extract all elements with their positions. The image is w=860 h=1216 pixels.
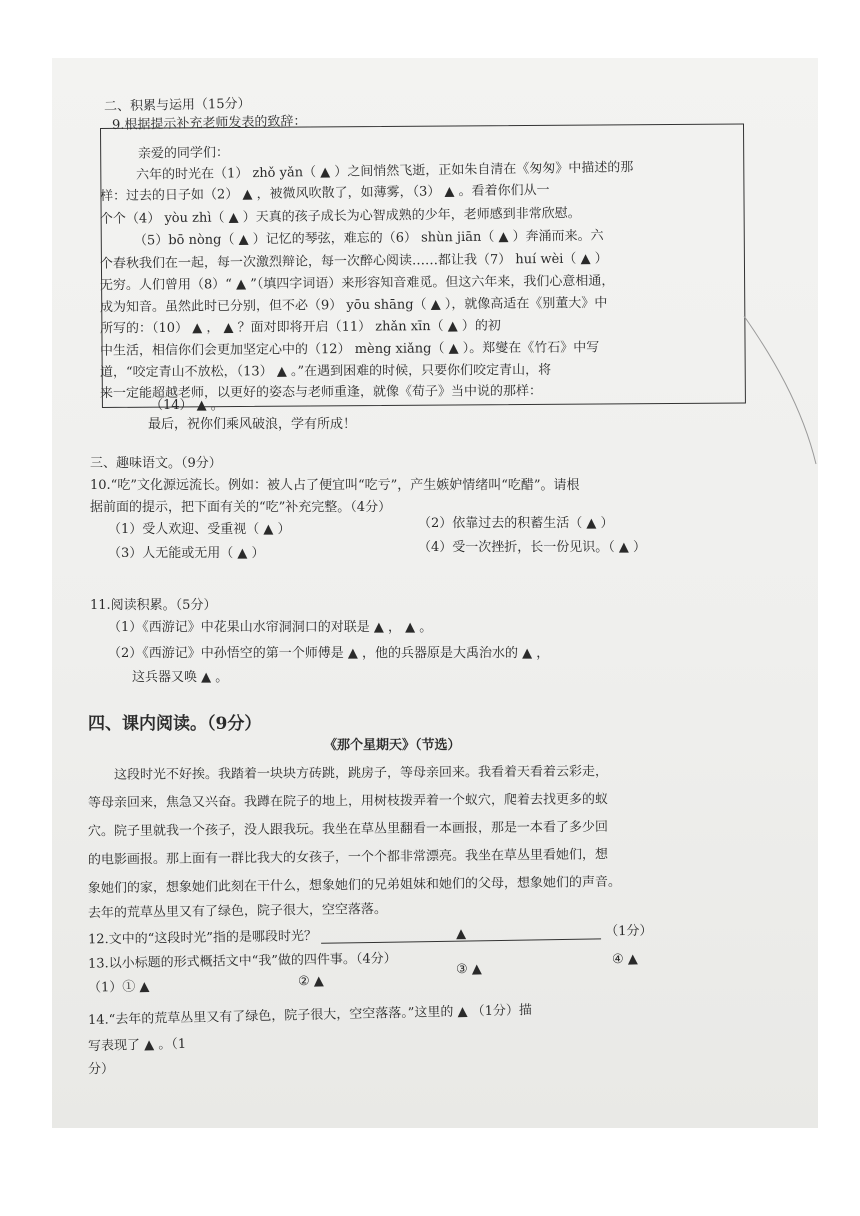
- speech-line: （5）bō nòng（ ▲ ）记忆的琴弦，难忘的（6） shùn jiān（ ▲ ）奔涌而来。六: [133, 228, 604, 249]
- question-13-item: ② ▲: [297, 973, 324, 990]
- passage-line: 穴。院子里就我一个孩子，没人跟我玩。我坐在草丛里翻看一本画报，那是一本看了多少回: [87, 819, 609, 840]
- speech-line: （14） ▲ 。: [150, 398, 224, 413]
- speech-line: 成为知音。虽然此时已分别，但不必（9） yōu shāng（ ▲ ），就像高适在《别董大》中: [99, 295, 608, 316]
- speech-line: 中生活，相信你们会更加坚定心中的（12） mèng xiǎng（ ▲ ）。郑燮在《竹石》中写: [99, 340, 600, 359]
- speech-line: 所写的：（10） ▲ ， ▲ ？面对即将开启（11） zhǎn xīn（ ▲ ）的初: [99, 318, 501, 337]
- speech-line: 个春秋我们在一起，每一次激烈辩论，每一次醉心阅读……都让我（7） huí wèi（ ▲ ）: [99, 251, 608, 272]
- answer-blank[interactable]: ▲: [321, 924, 601, 943]
- passage-line: 象她们的家，想象她们此刻在干什么，想象她们的兄弟姐妹和她们的父母，想象她们的声音。: [87, 874, 622, 897]
- question-10-item: （1）受人欢迎、受重视（ ▲ ）: [108, 522, 291, 537]
- question-12-text: 12.文中的“这段时光”指的是哪段时光？: [87, 928, 318, 948]
- question-11-line: （2）《西游记》中孙悟空的第一个师傅是 ▲ ，他的兵器原是大禹治水的 ▲ ，: [108, 646, 550, 661]
- question-13-item: ④ ▲: [611, 951, 638, 968]
- question-12-score: （1分）: [605, 923, 653, 940]
- passage-line: 的电影画报。那上面有一群比我大的女孩子，一个个都非常漂亮。我坐在草丛里看她们，想: [87, 847, 609, 868]
- question-12: [88, 924, 653, 949]
- speech-line: 个个（4） yòu zhì（ ▲ ）天真的孩子成长为心智成熟的少年，老师感到非常欣慰。: [99, 206, 581, 227]
- question-10-text: 10.“吃”文化源远流长。例如：被人占了便宜叫“吃亏”，产生嫉妒情绪叫“吃醋”。请根: [90, 478, 580, 493]
- question-13-item: （1）① ▲: [87, 979, 150, 996]
- speech-line: 样：过去的日子如（2） ▲ ，被微风吹散了，如薄雾，（3） ▲ 。看着你们从一: [99, 182, 550, 205]
- pencil-mark: [742, 316, 818, 466]
- question-13-item: ③ ▲: [455, 961, 482, 978]
- question-14-text: 14.“去年的荒草丛里又有了绿色，院子很大，空空落落。”这里的 ▲ （1分）描: [87, 1002, 533, 1029]
- question-14-text: 分）: [88, 1062, 115, 1077]
- passage-line: 去年的荒草丛里又有了绿色，院子很大，空空落落。: [87, 901, 388, 922]
- passage-title: 《那个星期天》（节选）: [324, 738, 461, 753]
- passage-line: 这段时光不好挨。我踏着一块块方砖跳，跳房子，等母亲回来。我看着天看着云彩走，: [113, 764, 609, 783]
- question-11-title: 11.阅读积累。（5分）: [90, 598, 217, 613]
- speech-line: 六年的时光在（1） zhǒ yǎn（ ▲ ）之间悄然飞逝，正如朱自清在《匆匆》中描述的那: [135, 160, 634, 183]
- question-10-item: （3）人无能或无用（ ▲ ）: [108, 546, 265, 561]
- question-10-item: （4）受一次挫折，长一份见识。（ ▲ ）: [418, 540, 647, 555]
- question-9-title: 9.根据提示补充老师发表的致辞：: [111, 113, 307, 134]
- speech-line: 道，“咬定青山不放松，（13） ▲ 。”在遇到困难的时候，只要你们咬定青山，将: [99, 362, 552, 381]
- question-10-text: 据前面的提示，把下面有关的“吃”补充完整。（4分）: [90, 500, 392, 515]
- exam-paper: [52, 58, 818, 1128]
- question-13-title: 13.以小标题的形式概括文中“我”做的四件事。（4分）: [87, 951, 397, 972]
- question-11-line: 这兵器又唤 ▲ 。: [132, 670, 229, 685]
- speech-line: 无穷。人们曾用（8）“ ▲ ”（填四字词语）来形容知音难觅。但这六年来，我们心意相通，: [99, 273, 615, 294]
- speech-line: 来一定能超越老师，以更好的姿态与老师重逢，就像《荀子》当中说的那样：: [99, 383, 543, 402]
- section-4-heading: 四、课内阅读。（9分）: [88, 714, 262, 734]
- question-10-item: （2）依靠过去的积蓄生活（ ▲ ）: [418, 516, 614, 531]
- question-11-line: （1）《西游记》中花果山水帘洞洞口的对联是 ▲ ， ▲ 。: [108, 620, 433, 635]
- speech-line: 最后，祝你们乘风破浪，学有所成！: [148, 417, 357, 432]
- section-3-heading: 三、趣味语文。（9分）: [90, 456, 222, 471]
- passage-line: 等母亲回来，焦急又兴奋。我蹲在院子的地上，用树枝拨弄着一个蚁穴，爬着去找更多的蚁: [87, 792, 609, 811]
- section-2-heading: 二、积累与运用（15分）: [103, 96, 251, 115]
- question-14-text: 写表现了 ▲ 。（1: [87, 1036, 187, 1055]
- speech-line: 亲爱的同学们：: [137, 145, 230, 162]
